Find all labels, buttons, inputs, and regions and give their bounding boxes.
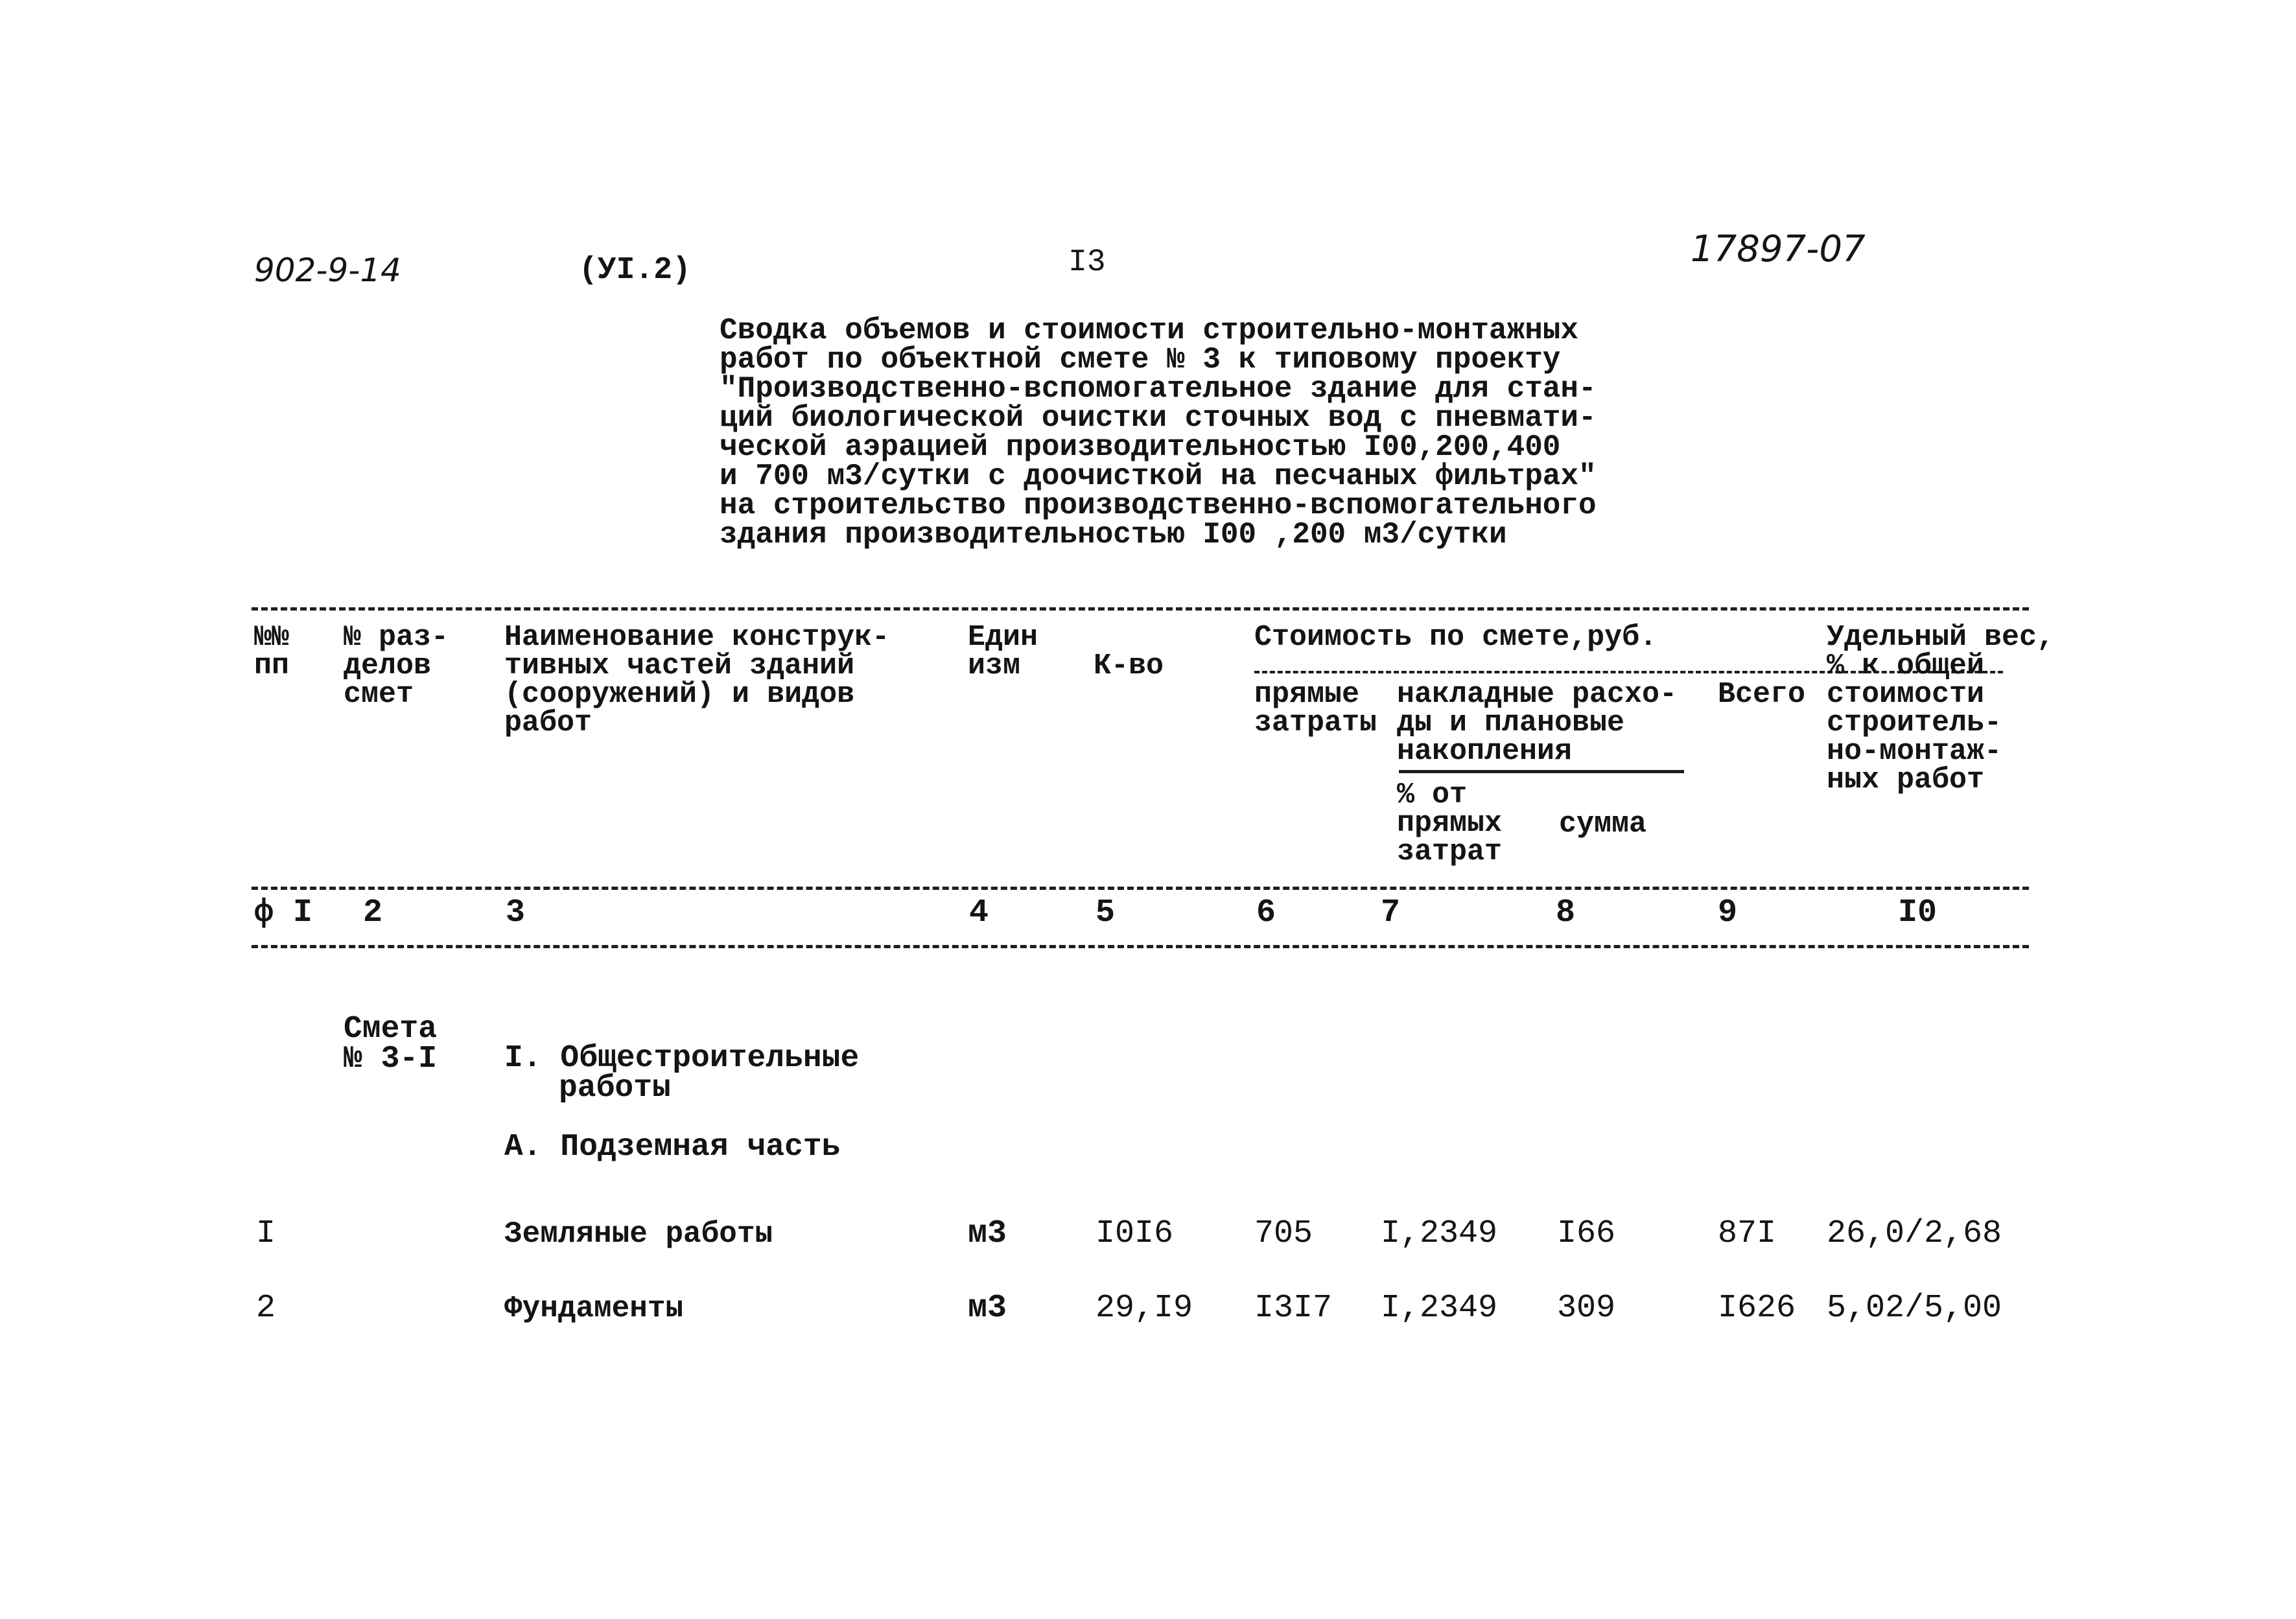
row-share: 5,02/5,00	[1827, 1290, 2002, 1327]
section-subheading: А. Подземная часть	[504, 1130, 841, 1165]
section-code: (УI.2)	[579, 253, 691, 288]
table-top-rule	[252, 607, 2029, 611]
title-line: "Производственно-вспомогательное здание для стан-	[720, 372, 1597, 406]
column-number: 3	[506, 894, 526, 931]
column-number: 4	[969, 894, 989, 931]
title-line: здания производительностью I00 ,200 м3/сутки	[720, 518, 1507, 552]
row-percent: I,2349	[1381, 1215, 1498, 1252]
header-col-total: Всего	[1718, 678, 1806, 711]
row-total: 87I	[1718, 1215, 1777, 1252]
column-number: I0	[1898, 894, 1938, 931]
title-line: и 700 м3/сутки с доочисткой на песчаных фильтрах"	[720, 460, 1597, 493]
row-name: Фундаменты	[504, 1292, 684, 1325]
row-name: Земляные работы	[504, 1217, 773, 1251]
row-number: I	[256, 1215, 276, 1252]
header-col-share: Удельный вес, % к общей стоимости строитель- но-монтаж- ных работ	[1827, 621, 2055, 797]
document-title	[720, 316, 1597, 550]
title-line: ций биологической очистки сточных вод с пневмати-	[720, 401, 1597, 435]
row-unit: м3	[968, 1215, 1007, 1252]
title-line: на строительство производственно-вспомогательного	[720, 489, 1597, 522]
title-line: работ по объектной смете № 3 к типовому проекту	[720, 343, 1561, 377]
column-number: 7	[1381, 894, 1401, 931]
row-percent: I,2349	[1381, 1290, 1498, 1327]
header-col-direct: прямые затраты	[1254, 678, 1377, 740]
row-quantity: I0I6	[1095, 1215, 1174, 1252]
title-line: Сводка объемов и стоимости строительно-монтажных	[720, 314, 1579, 347]
column-number: 9	[1718, 894, 1738, 931]
header-col-name: Наименование конструк- тивных частей зданий (сооружений) и видов работ	[504, 621, 890, 740]
header-overhead-group: накладные расхо- ды и плановые накопления	[1397, 678, 1678, 768]
column-number: 8	[1556, 894, 1576, 931]
row-share: 26,0/2,68	[1827, 1215, 2002, 1252]
row-sum: 309	[1557, 1290, 1616, 1327]
column-number: 2	[363, 894, 383, 931]
row-direct-cost: 705	[1254, 1215, 1313, 1252]
row-sum: I66	[1557, 1215, 1616, 1252]
page-number: I3	[1068, 245, 1106, 280]
row-quantity: 29,I9	[1095, 1290, 1193, 1327]
header-col-percent: % от прямых затрат	[1397, 778, 1503, 868]
header-col-quantity: К-во	[1094, 649, 1164, 682]
header-col-number: №№ пп	[254, 621, 290, 682]
header-bottom-rule	[252, 887, 2029, 890]
row-number: 2	[256, 1290, 276, 1327]
document-code: 902-9-14	[254, 251, 401, 289]
header-cost-group: Стоимость по смете,руб.	[1254, 621, 1658, 654]
row-total: I626	[1718, 1290, 1796, 1327]
column-number: ф I	[254, 894, 313, 931]
smeta-label: Смета № 3-I	[344, 1012, 438, 1077]
header-col-sum: сумма	[1559, 808, 1647, 841]
stamp-number: 17897-07	[1691, 228, 1866, 270]
column-number: 5	[1095, 894, 1116, 931]
row-unit: м3	[968, 1290, 1007, 1327]
column-number: 6	[1256, 894, 1276, 931]
row-direct-cost: I3I7	[1254, 1290, 1333, 1327]
overhead-underline	[1399, 770, 1684, 773]
column-numbers-rule	[252, 945, 2029, 948]
title-line: ческой аэрацией производительностью I00,200,400	[720, 430, 1561, 464]
section-heading: I. Общестроительные работы	[504, 1041, 860, 1106]
header-col-unit: Един изм	[968, 621, 1038, 682]
header-col-section: № раз- делов смет	[344, 621, 449, 711]
